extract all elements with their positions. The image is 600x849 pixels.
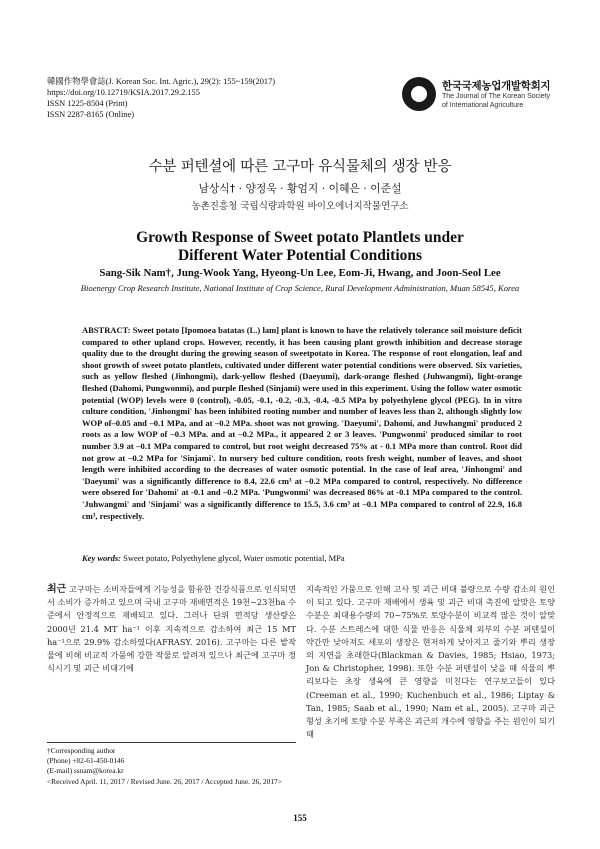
phone: (Phone) +82-61-450-0146 — [47, 756, 125, 766]
society-emblem-icon — [402, 77, 436, 111]
affiliation-english: Bioenergy Crop Research Institute, National Institute of Crop Science, Rural Development Administration, Muan 58545, Korea — [80, 283, 520, 293]
abstract-text: Sweet potato [Ipomoea batatas (L.) lam] plant is known to have the relatively tolerance soil moisture deficit compared to other upland crops. However, recently, it has been causing plant growth inhibition and decrease storage quality due to the drought during the growing season of sweetpotato in Korea. The response of root elongation, leaf and shoot growth of sweet potato plantlets, cultivated under different water potential conditions were observed. Six varieties, such as yellow fleshed (Jinhongmi), dark-yellow fleshed (Daeyumi), dark-orange fleshed (Juhwangmi), light-orange fleshed (Dahomi, Pungwonmi), and purple fleshed (Sinjami) were used in this experiment. Using the follow water osmotic potential (WOP) levels were 0 (control), -0.05, -0.1, -0.2, -0.3, -0.4, -0.5 MPa by polyethylene glycol (PEG). In in vitro culture condition, 'Jinhongmi' has been inhibited rooting number and number of leaves less than 2, although slightly low WOP of–0.05 and –0.1 MPa, and at –0.2 MPa. shoot was not growing. 'Daeyumi', Dahomi, and Juwhangmi' produced 2 roots as a low WOP of –0.3 MPa. and at –0.2 MPa., it appeared 2 or 3 leaves. 'Pungwonmi' produced similar to root number 3.9 at –0.1 MPa compared to control, but root weight decreased 75% at - 0.1 MPa more than control. Root did not grow at –0.2 MPa for 'Sinjami'. In nursery bed culture condition, roots fresh weight, number of leaves, and shoot length were inhibited according to the decreases of water osmotic potential. In the case of leaf area, 'Jinhongmi' and 'Daeyumi' was a significantly difference to 8.4, 22.6 cm³ at –0.2 MPa compared to control, respectively. No difference were obsered for 'Dahomi' at -0.1 and –0.2 MPa. 'Pungwonmi' was decreased 86% at -0.1 MPa compared to the control. 'Juhwangmi' and 'Sinjami' was a significantly difference to 15.5, 3.6 cm³ at –0.1 MPa compared to control of 22.9, 16.8 cm³, respectively. — [82, 325, 522, 521]
keywords — [82, 553, 522, 563]
footnote — [47, 742, 296, 787]
journal-citation: 韓國作物學會誌(J. Korean Soc. Int. Agric.), 29(2): 155~159(2017) — [47, 77, 276, 86]
corresponding-author: †Corresponding author — [47, 746, 116, 755]
abstract — [82, 325, 522, 522]
society-name-en-line2: of International Agriculture — [442, 102, 524, 109]
title-english — [60, 229, 540, 265]
title-korean: 수분 퍼텐셜에 따른 고구마 유식물체의 생장 반응 — [148, 159, 452, 175]
received-dates: <Received April. 11, 2017 / Revised June. 26, 2017 / Accepted June. 26, 2017> — [47, 776, 282, 786]
affiliation-korean: 농촌진흥청 국립식량과학원 바이오에너지작물연구소 — [191, 201, 409, 212]
society-name-en — [442, 92, 550, 110]
page-number: 155 — [293, 813, 307, 823]
issn-print: ISSN 1225-8504 (Print) — [47, 99, 128, 108]
abstract-label: ABSTRACT: — [82, 325, 131, 335]
keywords-text: Sweet potato, Polyethylene glycol, Water osmotic potential, MPa — [123, 553, 345, 563]
keywords-label: Key words: — [82, 553, 121, 563]
title-english-line2: Different Water Potential Conditions — [177, 247, 423, 264]
authors-english: Sang-Sik Nam†, Jung-Wook Yang, Hyeong-Un Lee, Eom-Ji, Hwang, and Joon-Seol Lee — [99, 267, 501, 279]
society-name-en-line1: The Journal of The Korean Society — [442, 93, 551, 100]
body-column-right: 지속적인 가뭄으로 인해 고사 및 괴근 비대 불량으로 수량 감소의 원인이 되고 있다. 고구마 재배에서 생육 및 괴근 비대 촉진에 알맞은 토양수분은 최대용수량의 70~75%로 토양수분이 비교적 많은 것이 알맞다. 수분 스트레스에 대한 식물 반응은 식물체 외부의 수분 퍼텐셜이 약간만 낮아져도 세포의 생장은 현저하게 낮아지고 줄기와 뿌리 생장의 지연을 초래한다(Blackman & Davies, 1985; Hsiao, 1973; Jon & Christopher, 1998). 또한 수분 퍼텐셜이 낮을 때 식물의 뿌리보다는 초장 생육에 큰 영향을 미친다는 연구보고들이 있다(Creeman et al., 1990; Kuchenbuch et al., 1986; Liptay & Tan, 1985; Saab et al., 1990; Nam et al., 2005). 고구마 괴근 형성 초기에 토양 수분 부족은 괴근의 개수에 영향을 주는 원인이 되기 때 — [306, 584, 555, 740]
lead-word: 최근 — [47, 584, 67, 595]
doi-link[interactable]: https://doi.org/10.12719/KSIA.2017.29.2.155 — [47, 88, 200, 97]
issn-online: ISSN 2287-8165 (Online) — [47, 110, 135, 119]
email: (E-mail) ssnam@korea.kr — [47, 766, 124, 776]
body-column-left — [47, 583, 296, 675]
journal-header — [47, 76, 275, 120]
society-logo — [402, 77, 562, 117]
authors-korean: 남상식† · 양정욱 · 황엄지 · 이혜은 · 이준설 — [198, 182, 402, 195]
body-left-text: 고구마는 소비자들에게 기능성을 함유한 건강식품으로 인식되면서 소비가 증가하고 있으며 국내 고구마 재배면적은 19천~23천ha 수준에서 안정적으로 재배되고 있다. 그러나 단위 면적당 생산량은 2000년 21.4 MT ha⁻¹ 이후 지속적으로 감소하여 최근 15 MT ha⁻¹으로 29.9% 감소하였다(AFRASY. 2016). 고구마는 다른 밭작물에 비해 비교적 가뭄에 강한 작물로 알려져 있으나 최근에 고구마 정식시기 및 괴근 비대기에 — [47, 584, 296, 674]
title-english-line1: Growth Response of Sweet potato Plantlets under — [136, 229, 464, 246]
society-name-kr: 한국국제농업개발학회지 — [442, 80, 551, 92]
